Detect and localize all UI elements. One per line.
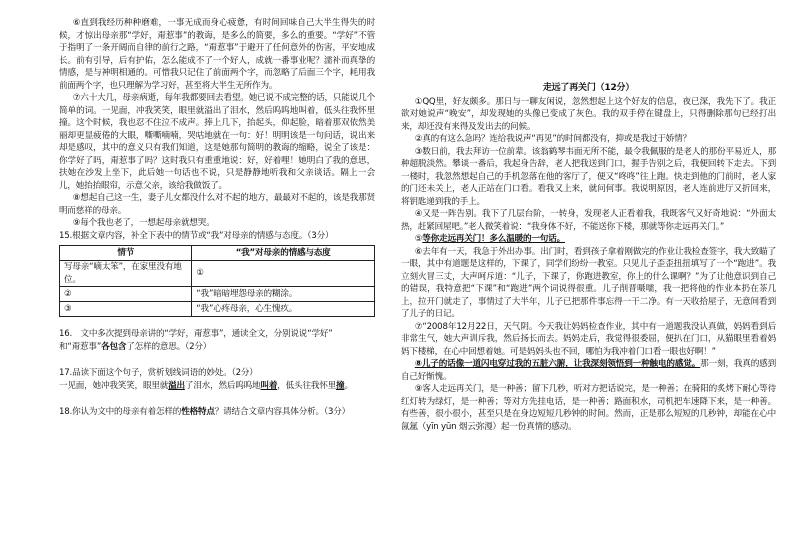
q17-underlined-word: 溢出 xyxy=(168,380,185,391)
left-paragraph-7: ⑦六十大几，母亲病逝，每年我都要回去看望。她已说不成完整的话，只能说几个简单的词。一见面，冲我笑笑，眼里就溢出了泪水，然后呜呜地叫着，低头往我怀里撞。这个时候，我也忍不住泣不成声。捧上几下，抬起头，仰起脸，暗着那双依然美丽却更显疲倦的大眼，嘶嘶喃喃，哭咕地就在一句：好！明明该是一句问话，说出来却是感叹，其中的意义只有我们知道，这是她那句简明的教诲的缩略，说全了该是：你学好了吗，甭惹事了吗？这时我只有重重地说：好，好着哩！她明白了我的意思，扶她在沙发上坐下，此后她一句话也不说，只是静静地听我和父亲谈话。隔上一会儿，她抬抬眼帘，示意父亲，该给我做饭了。 xyxy=(59,93,375,191)
question-17-sentence xyxy=(59,380,375,393)
question-15-table xyxy=(59,245,375,317)
p8-text: 那一刻，我真的感到自己好惭愧。 xyxy=(401,359,776,382)
q18-text: 18.你认为文中的母亲有着怎样的 xyxy=(59,407,182,417)
q17-text: ，低头往我怀里 xyxy=(277,380,337,391)
left-paragraph-8: ⑧想起自己这一生，妻子儿女都没什么对不起的地方，最最对不起的，该是我那贤明而慈祥的母亲。 xyxy=(59,193,375,216)
right-paragraph-6: ⑥去年有一天，我急于外出办事。出门时，看到孩子拿着刚做完的作业让我检查签字，我大致瞄了一眼，其中有道题是这样的，下课了，同学们纷纷一教室。只见儿子歪歪扭扭填写了一个“跑进”。我立刻火冒三丈，大声呵斥道：“儿子，下课了，你跑进教室，你上的什么课啊？”为了让他意识到自己的错误，我特意把“下课”和“跑进”两个词说得很重。儿子削晋嗫嚅，我一把将他的作业本扔在茶几上，拉开门就走了，事情过了大半年，儿子已把那件事忘得一干二净。有一天收拾屋子，无意间看到了儿子的日记。 xyxy=(401,246,776,319)
q16-text: 和“甭惹事” xyxy=(59,341,102,352)
right-paragraph-9: ⑨客人走远再关门，是一种善；留下几秒，听对方把话说完，是一种善；在骑阳的炙烤下耐心等待红灯转为绿灯，是一种善；等对方先挂电话，是一种善；路面积水，司机把车速降下来，是一种善。有些善，很小很小，甚至只是在身边短短几秒钟的时间。然而，正是那么短短的几秒钟，却能在心中氤氲（yīn yūn 烟云弥漫）起一份真情的感动。 xyxy=(401,384,776,432)
left-paragraph-6: ⑥直到我经历种种磨难，一事无成而身心疲惫，有时间回味自己大半生得失的时候，才惊出母亲那“学好，甭惹事”的教诲，是多么的简要，多么的重要。“学好”不管于指明了一条开阔而自律的前行之路，“甭惹事”于避开了任何意外的伤害，平安地成长。前有引导，后有护佑，怎么能成不了一个好人，成就一番事业呢？濡补而真挚的情感，是与神明相通的。可惜我只记住了前面两个字，而忽略了后面三个字，耗用我前面两个字，也只理解为学习好，甚至将大半生无所作为。 xyxy=(59,18,375,91)
right-paragraph-8 xyxy=(401,358,776,383)
table-cell: “我”暗暗埋怨母亲的糊涂。 xyxy=(192,287,375,302)
q17-text: 一见面，她冲我笑笑，眼里就 xyxy=(59,380,169,391)
right-paragraph-5 xyxy=(401,233,776,246)
p5-underlined-sentence: 等你走远再关门！多么温暖的一句话。 xyxy=(422,234,565,244)
table-cell: “我”心疼母亲，心生愧疚。 xyxy=(192,302,375,317)
right-paragraph-2: ②真的有这么急吗？连给我说声“再见”的时间都没有，抑或是我过于娇情？ xyxy=(414,134,691,144)
q17-underlined-word: 撞 xyxy=(336,380,345,391)
q17-text: 。 xyxy=(344,380,353,391)
left-paragraph-9: ⑨每个我也老了，一想起母亲就想哭。 xyxy=(72,218,215,228)
table-header-plot: 情节 xyxy=(60,246,192,261)
right-paragraph-7: ⑦“2008年12月22日，天气阴。今天我让妈妈检查作业，其中有一道题我没认真做，妈妈看到后非常生气，她大声训斥我，然后扬长而去。妈妈走后，我觉得很委屈，便扒在门口，从猫眼里看着妈妈下楼梯，在心中回想着她。可是妈妈头也不回，哪怕为我冲着门口看一眼也好啊！” xyxy=(401,321,776,357)
right-paragraph-1: ①QQ里，好友颇多。那日与一聊友闲说，忽然想起上这个好友的信息，夜已深，我先下了。我正欲对她说声“晚安”，却发现她的头像已变成了灰色。我的双手停在键盘上，只得删除那句已经打出来，却还没有来得及发出去的问候。 xyxy=(401,96,776,132)
q17-text: 了泪水，然后呜呜地 xyxy=(184,380,261,391)
question-16-line-2 xyxy=(59,341,375,354)
table-header-attitude: “我”对母亲的情感与态度 xyxy=(192,246,375,261)
table-cell[interactable]: ② xyxy=(60,287,192,302)
article-title: 走远了再关门（12分） xyxy=(542,83,635,93)
table-cell[interactable]: ① xyxy=(192,261,375,287)
q17-underlined-word: 叫着 xyxy=(260,380,278,391)
q16-emphasis: 各包含 xyxy=(101,341,127,352)
q18-emphasis: 性格特点 xyxy=(181,407,215,417)
right-column xyxy=(401,80,776,433)
left-column xyxy=(59,17,375,419)
q18-text-end: ？请结合文章内容具体分析。（3分） xyxy=(214,407,351,417)
question-18 xyxy=(59,406,375,419)
p8-underlined-sentence: ⑧儿子的话像一道闪电穿过我的五脏六腑，让我深刻领悟到一种触电的感觉。 xyxy=(414,359,701,369)
table-cell[interactable]: ③ xyxy=(60,302,192,317)
p5-number: ⑤ xyxy=(414,234,423,244)
question-16-line-1: 16. 文中多次提到母亲讲的“学好，甭惹事”，通读全文，分别说说“学好” xyxy=(59,329,333,339)
right-paragraph-4: ④又是一阵告别。我下了几层台阶，一转身，发现老人正看着我，我既客气又好奇地说：“外面太热，赶紧回屋吧。”老人微笑着说：“我身体不好，不能送你下楼，那就等你走远再关门。” xyxy=(401,209,776,232)
question-17: 17.品读下面这个句子，赏析划线词语的妙处。（2分） xyxy=(59,368,258,378)
table-cell: 写母亲“嘀太笨”，在家里没有地位。 xyxy=(60,261,192,287)
question-15: 15.根据文章内容，补全下表中的情节或“我”对母亲的情感与态度。（3分） xyxy=(59,230,334,241)
right-paragraph-3: ③数日前，我去拜访一位前辈。该翁鹤琴韦面无所不能，最令我佩服的是老人的那份平易近人，那种超脱淡然。攀谈一番后，我起身告辞，老人把我送到门口，握手告别之后，我便回转下走去。下到一楼时，我忽然想起自己的手机忽落在他的客厅了，便又“咚咚”往上跑。快走到他的门前时，老人家的门还未关上，老人正站在门口看。看我又上来，就问何事。我说明原因，老人连前进厅又折回来，将钥匙递到我的手上。 xyxy=(401,146,776,207)
q16-text-end: 了怎样的意思。（2分） xyxy=(126,341,212,352)
